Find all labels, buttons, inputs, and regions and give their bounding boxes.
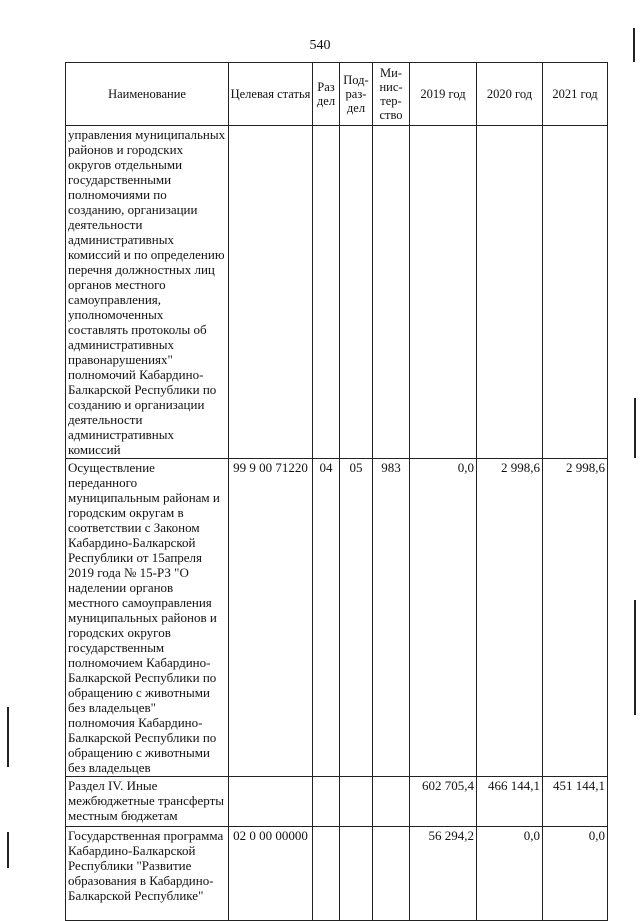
- table-row: [66, 126, 608, 459]
- scan-edge-mark: [633, 28, 635, 62]
- row-value-2019: [410, 126, 477, 459]
- header-target-article: Целевая статья: [229, 63, 313, 126]
- row-value-2021: 451 144,1: [543, 777, 608, 827]
- header-ministry: Ми- нис- тер- ство: [373, 63, 410, 126]
- header-year-2021: 2021 год: [543, 63, 608, 126]
- row-value-2021: 2 998,6: [543, 459, 608, 777]
- scan-edge-mark: [7, 832, 9, 868]
- row-ministry: 983: [373, 459, 410, 777]
- row-target-article: [229, 777, 313, 827]
- row-value-2020: 466 144,1: [477, 777, 543, 827]
- row-value-2019: 0,0: [410, 459, 477, 777]
- row-value-2020: [477, 126, 543, 459]
- header-year-2020: 2020 год: [477, 63, 543, 126]
- row-name: Государственная программа Кабардино-Балкарской Республики "Развитие образования в Кабардино-Балкарской Республике": [66, 827, 229, 921]
- row-section: [313, 777, 340, 827]
- header-section: Раз дел: [313, 63, 340, 126]
- scan-edge-mark: [634, 398, 636, 458]
- header-year-2019: 2019 год: [410, 63, 477, 126]
- row-target-article: 02 0 00 00000: [229, 827, 313, 921]
- row-subsection: [340, 827, 373, 921]
- table-header-row: [66, 63, 608, 126]
- scan-edge-mark: [634, 600, 636, 715]
- budget-table: [65, 62, 608, 921]
- row-ministry: [373, 777, 410, 827]
- row-name: Осуществление переданного муниципальным районам и городским округам в соответствии с Законом Кабардино-Балкарской Республики от 15апреля 2019 года № 15-РЗ "О наделении органов местного самоуправления муниципальных районов и городских округов государственным полномочием Кабардино-Балкарской Республики по обращению с животными без владельцев" полномочия Кабардино-Балкарской Республики по обращению с животными без владельцев: [66, 459, 229, 777]
- header-name: Наименование: [66, 63, 229, 126]
- row-section: 04: [313, 459, 340, 777]
- row-ministry: [373, 126, 410, 459]
- row-section: [313, 126, 340, 459]
- table-row: [66, 827, 608, 921]
- header-subsection: Под- раз- дел: [340, 63, 373, 126]
- row-value-2021: [543, 126, 608, 459]
- row-name: управления муниципальных районов и городских округов отдельными государственными полномочиями по созданию, организации деятельности административных комиссий и по определению перечня должностных лиц органов местного самоуправления, уполномоченных составлять протоколы об административных правонарушениях" полномочий Кабардино-Балкарской Республики по созданию и организации деятельности административных комиссий: [66, 126, 229, 459]
- row-subsection: [340, 777, 373, 827]
- row-subsection: 05: [340, 459, 373, 777]
- table-row: [66, 459, 608, 777]
- scan-edge-mark: [7, 707, 9, 767]
- row-value-2020: 2 998,6: [477, 459, 543, 777]
- page-number: 540: [309, 38, 331, 53]
- row-name: Раздел IV. Иные межбюджетные трансферты местным бюджетам: [66, 777, 229, 827]
- row-target-article: [229, 126, 313, 459]
- table-row: [66, 777, 608, 827]
- row-value-2021: 0,0: [543, 827, 608, 921]
- row-ministry: [373, 827, 410, 921]
- row-value-2019: 602 705,4: [410, 777, 477, 827]
- row-subsection: [340, 126, 373, 459]
- row-value-2020: 0,0: [477, 827, 543, 921]
- row-target-article: 99 9 00 71220: [229, 459, 313, 777]
- row-section: [313, 827, 340, 921]
- row-value-2019: 56 294,2: [410, 827, 477, 921]
